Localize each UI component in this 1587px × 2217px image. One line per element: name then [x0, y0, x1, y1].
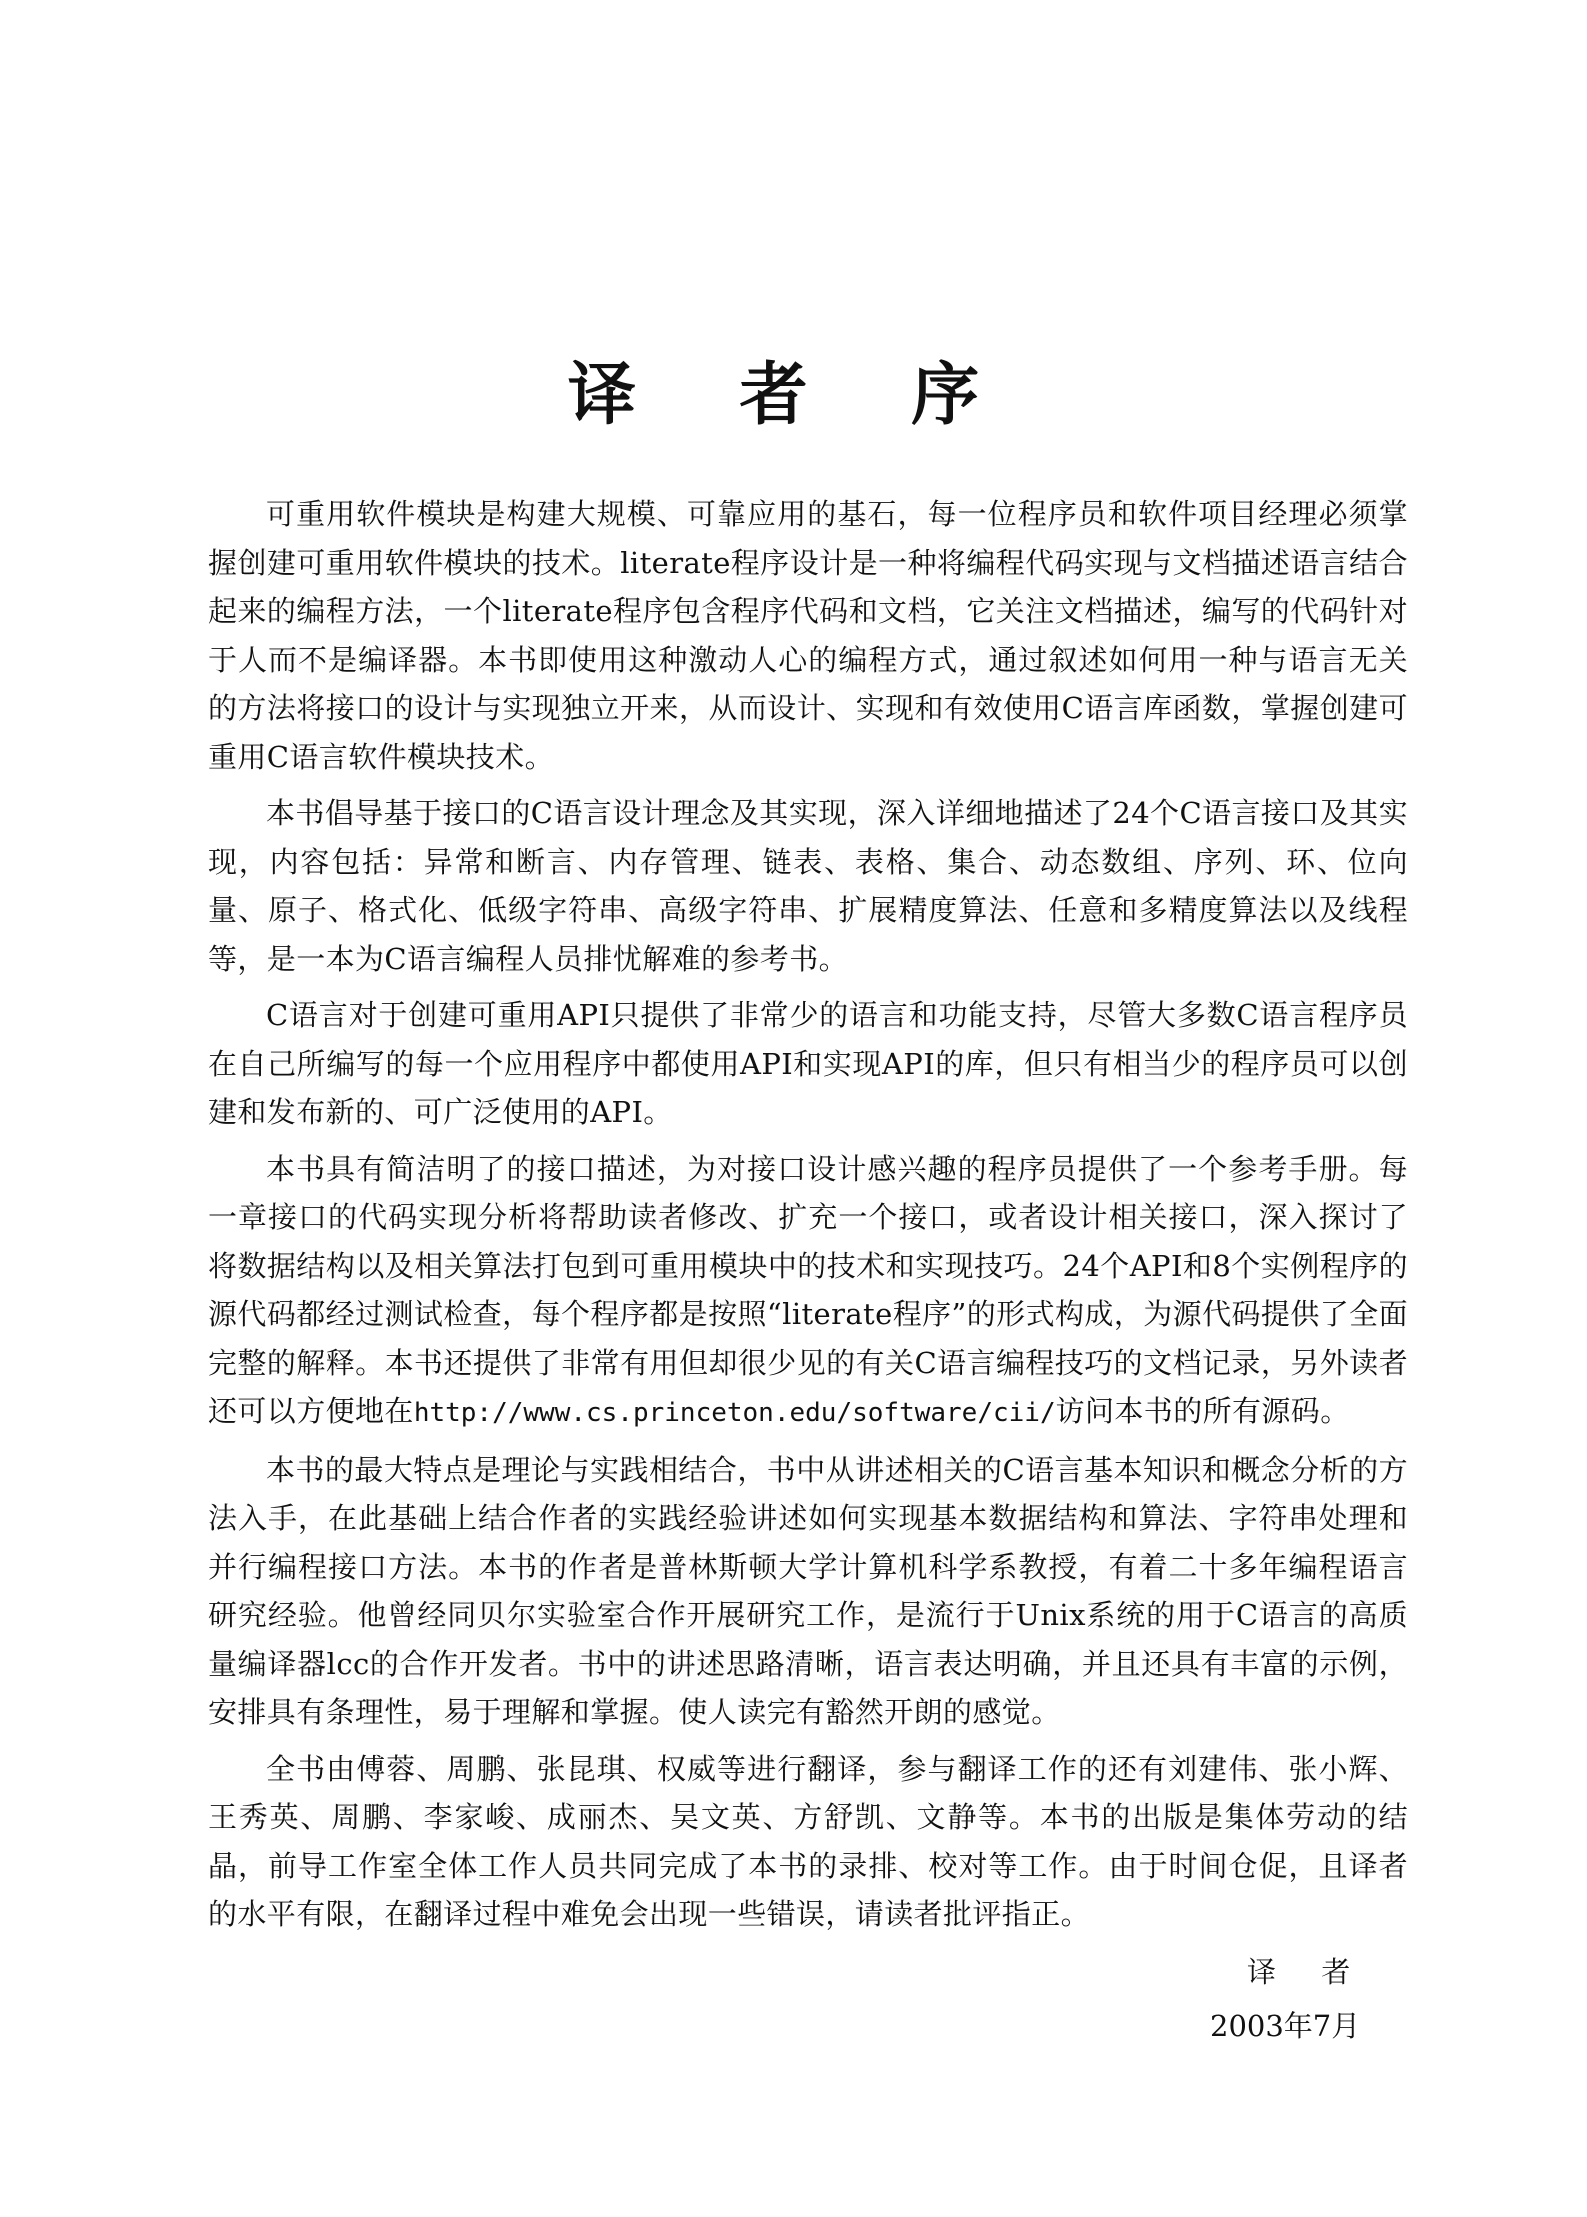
- paragraph-2: 本书倡导基于接口的C语言设计理念及其实现，深入详细地描述了24个C语言接口及其实现，内容包括：异常和断言、内存管理、链表、表格、集合、动态数组、序列、环、位向量、原子、格式化、低级字符串、高级字符串、扩展精度算法、任意和多精度算法以及线程等，是一本为C语言编程人员排忧解难的参考书。: [208, 796, 1408, 976]
- page-title: 译 者 序: [567, 356, 1020, 435]
- paragraph-4-text-before: 本书具有简洁明了的接口描述，为对接口设计感兴趣的程序员提供了一个参考手册。每一章接口的代码实现分析将帮助读者修改、扩充一个接口，或者设计相关接口，深入探讨了将数据结构以及相关算法打包到可重用模块中的技术和实现技巧。24个API和8个实例程序的源代码都经过测试检查，每个程序都是按照“literate程序”的形式构成，为源代码提供了全面完整的解释。本书还提供了非常有用但却很少见的有关C语言编程技巧的文档记录，另外读者还可以方便地在: [208, 1151, 1408, 1428]
- paragraph-1: 可重用软件模块是构建大规模、可靠应用的基石，每一位程序员和软件项目经理必须掌握创建可重用软件模块的技术。literate程序设计是一种将编程代码实现与文档描述语言结合起来的编程方法，一个literate程序包含程序代码和文档，它关注文档描述，编写的代码针对于人而不是编译器。本书即使用这种激动人心的编程方式，通过叙述如何用一种与语言无关的方法将接口的设计与实现独立开来，从而设计、实现和有效使用C语言库函数，掌握创建可重用C语言软件模块技术。: [208, 497, 1408, 774]
- paragraph-6: 全书由傅蓉、周鹏、张昆琪、权威等进行翻译，参与翻译工作的还有刘建伟、张小辉、王秀英、周鹏、李家峻、成丽杰、吴文英、方舒凯、文静等。本书的出版是集体劳动的结晶，前导工作室全体工作人员共同完成了本书的录排、校对等工作。由于时间仓促，且译者的水平有限，在翻译过程中难免会出现一些错误，请读者批评指正。: [208, 1751, 1408, 1931]
- paragraph-5: 本书的最大特点是理论与实践相结合，书中从讲述相关的C语言基本知识和概念分析的方法入手，在此基础上结合作者的实践经验讲述如何实现基本数据结构和算法、字符串处理和并行编程接口方法。本书的作者是普林斯顿大学计算机科学系教授，有着二十多年编程语言研究经验。他曾经同贝尔实验室合作开展研究工作，是流行于Unix系统的用于C语言的高质量编译器lcc的合作开发者。书中的讲述思路清晰，语言表达明确，并且还具有丰富的示例，安排具有条理性，易于理解和掌握。使人读完有豁然开朗的感觉。: [208, 1452, 1408, 1729]
- signature-date: 2003年7月: [1210, 2009, 1361, 2043]
- paragraph-3: C语言对于创建可重用API只提供了非常少的语言和功能支持，尽管大多数C语言程序员在自己所编写的每一个应用程序中都使用API和实现API的库，但只有相当少的程序员可以创建和发布新的、可广泛使用的API。: [208, 998, 1408, 1129]
- signature-name: 译 者: [1247, 1955, 1369, 1989]
- preface-body: [208, 490, 1408, 1947]
- paragraph-4-text-after: 访问本书的所有源码。: [1055, 1394, 1350, 1428]
- paragraph-4: [208, 1145, 1408, 1438]
- source-code-url: http://www.cs.princeton.edu/software/cii/: [413, 1398, 1056, 1428]
